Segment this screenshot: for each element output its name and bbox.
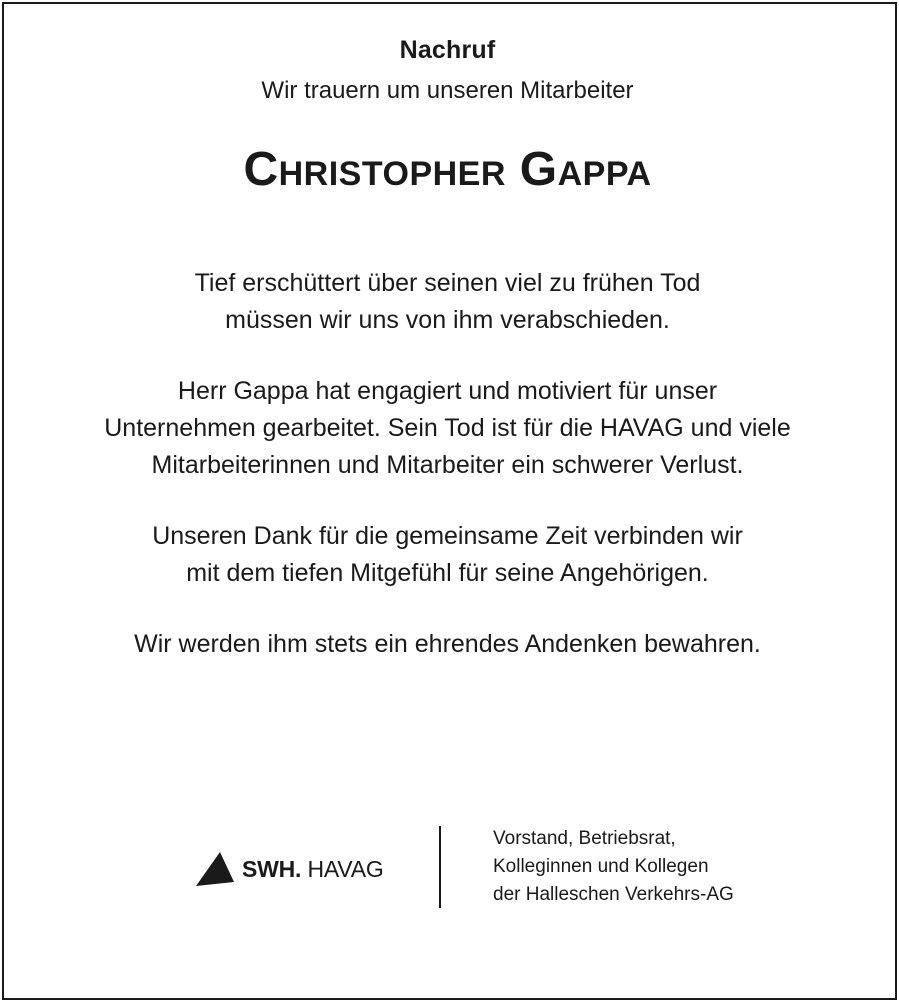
paragraph-line: mit dem tiefen Mitgefühl für seine Angehörigen.: [186, 559, 709, 587]
signer-line: Kolleginnen und Kollegen: [493, 856, 709, 877]
page-subtitle: Wir trauern um unseren Mitarbeiter: [261, 77, 634, 104]
paragraph-tribute: [0, 373, 895, 484]
paragraph-line: Tief erschüttert über seinen viel zu frühen Tod: [194, 269, 701, 297]
paragraph-line: Herr Gappa hat engagiert und motiviert für unser: [177, 377, 718, 405]
footer-divider: [439, 826, 441, 908]
logo-company: HAVAG: [307, 855, 384, 882]
paragraph-thanks: [0, 518, 895, 592]
page-title: Nachruf: [399, 36, 496, 64]
logo-brand: SWH.: [242, 855, 302, 882]
deceased-name: Christopher Gappa: [243, 143, 652, 196]
paragraph-line: Mitarbeiterinnen und Mitarbeiter ein schwerer Verlust.: [151, 451, 744, 479]
signers-block: [493, 825, 734, 909]
signer-line: der Halleschen Verkehrs-AG: [493, 884, 734, 905]
triangle-logo-icon: [196, 852, 234, 886]
logo-wordmark: [242, 856, 384, 883]
company-logo: [196, 850, 384, 888]
signer-line: Vorstand, Betriebsrat,: [493, 828, 676, 849]
paragraph-line: Unternehmen gearbeitet. Sein Tod ist für die HAVAG und viele: [104, 414, 791, 442]
paragraph-line: Unseren Dank für die gemeinsame Zeit verbinden wir: [152, 522, 743, 550]
paragraph-condolence: [0, 265, 895, 339]
paragraph-line: müssen wir uns von ihm verabschieden.: [225, 306, 670, 334]
paragraph-line: Wir werden ihm stets ein ehrendes Andenken bewahren.: [134, 630, 761, 658]
paragraph-remembrance: [0, 626, 895, 663]
